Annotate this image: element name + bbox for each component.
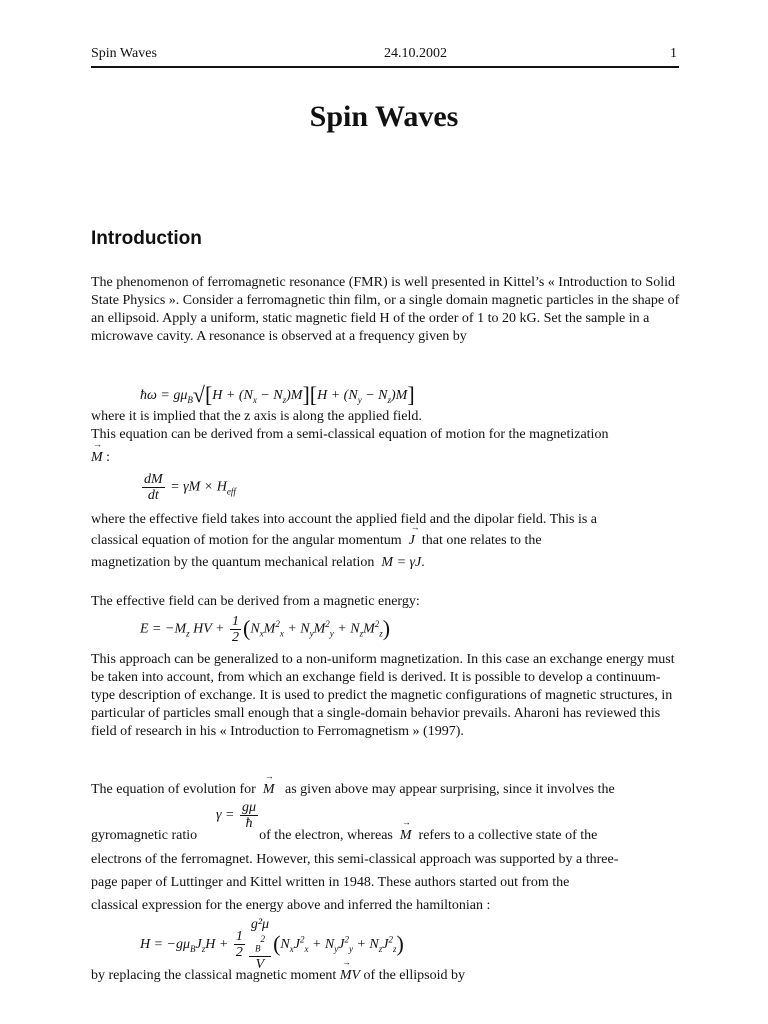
text-line: where the effective field takes into account the applied field and the dipolar field. This is a [91,512,598,527]
exchange-paragraph: This approach can be generalized to a non-uniform magnetization. In this case an exchange energy must be taken into account, from which an exchange field is derived. It is possible to develop a continuum-type description of exchange. It is used to predict the magnetic configurations of magnetic structures, in particular of particles small enough that a single-domain behavior prevails. Aharoni has reviewed this field of research in his « Introduction to Ferromagnetism » (1997). [91,652,675,739]
motion-equation: $\frac{dM}{dt}$ = $\gamma M \times H_{eff}$ [144,472,236,503]
hamiltonian-equation: $H = -g\mu_BJ_zH$ + $\frac{1}{2}$ g²μ $_B^2$ V $(N_xJ^2_x + N_yJ^2_y + N_zJ^2_z)$ [140,917,404,973]
text-line: The equation of evolution for → M as given above may appear surprising, since it involves the [91,782,615,798]
relation-equation: M = γJ [381,555,422,570]
header-title: Spin Waves [91,46,157,61]
text-line: classical equation of motion for the angular momentum → J that one relates to the [91,533,542,549]
magnetic-moment-symbol: → MV [340,968,360,984]
header-date: 24.10.2002 [384,46,447,61]
page-header [91,44,679,68]
angular-momentum-symbol: → J [409,533,415,549]
text-line: by replacing the classical magnetic moment → MV of the ellipsoid by [91,968,465,984]
text-line: where it is implied that the z axis is along the applied field. [91,409,422,424]
gyromagnetic-ratio-equation: γ = $\frac{g\mu}{ħ}$ [216,800,256,831]
text-line: electrons of the ferromagnet. However, this semi-classical approach was supported by a three- [91,852,619,867]
energy-equation: $E = -M_z$ HV + $\frac{1}{2}$ $(N_xM^2_x + N_yM^2_y + N_zM^2_z)$ [140,614,391,645]
magnetization-symbol: → M : [91,450,110,466]
text-line: This equation can be derived from a semi-classical equation of motion for the magnetization [91,427,609,442]
page-number: 1 [670,46,677,61]
text-line: page paper of Luttinger and Kittel written in 1948. These authors started out from the [91,875,570,890]
intro-paragraph: The phenomenon of ferromagnetic resonance (FMR) is well presented in Kittel’s « Introduction to Solid State Physics ». Consider a ferromagnetic thin film, or a single domain magnetic particles in the shape of an ellipsoid. Apply a uniform, static magnetic field H of the order of 1 to 20 kG. Set the sample in a microwave cavity. A resonance is observed at a frequency given by [91,275,680,344]
document-title: Spin Waves [309,100,459,133]
text-line: magnetization by the quantum mechanical relation M = γJ. [91,555,425,570]
fmr-equation: ħω = $g\mu_B√[H + (N_x - N_z)M][H + (N_y - N_z)M]$ [140,382,415,407]
text-line: gyromagnetic ratio of the electron, whereas → M refers to a collective state of the [91,828,597,844]
text-line: classical expression for the energy above and inferred the hamiltonian : [91,898,491,913]
text-line: The effective field can be derived from a magnetic energy: [91,594,420,609]
section-heading: Introduction [91,228,202,249]
